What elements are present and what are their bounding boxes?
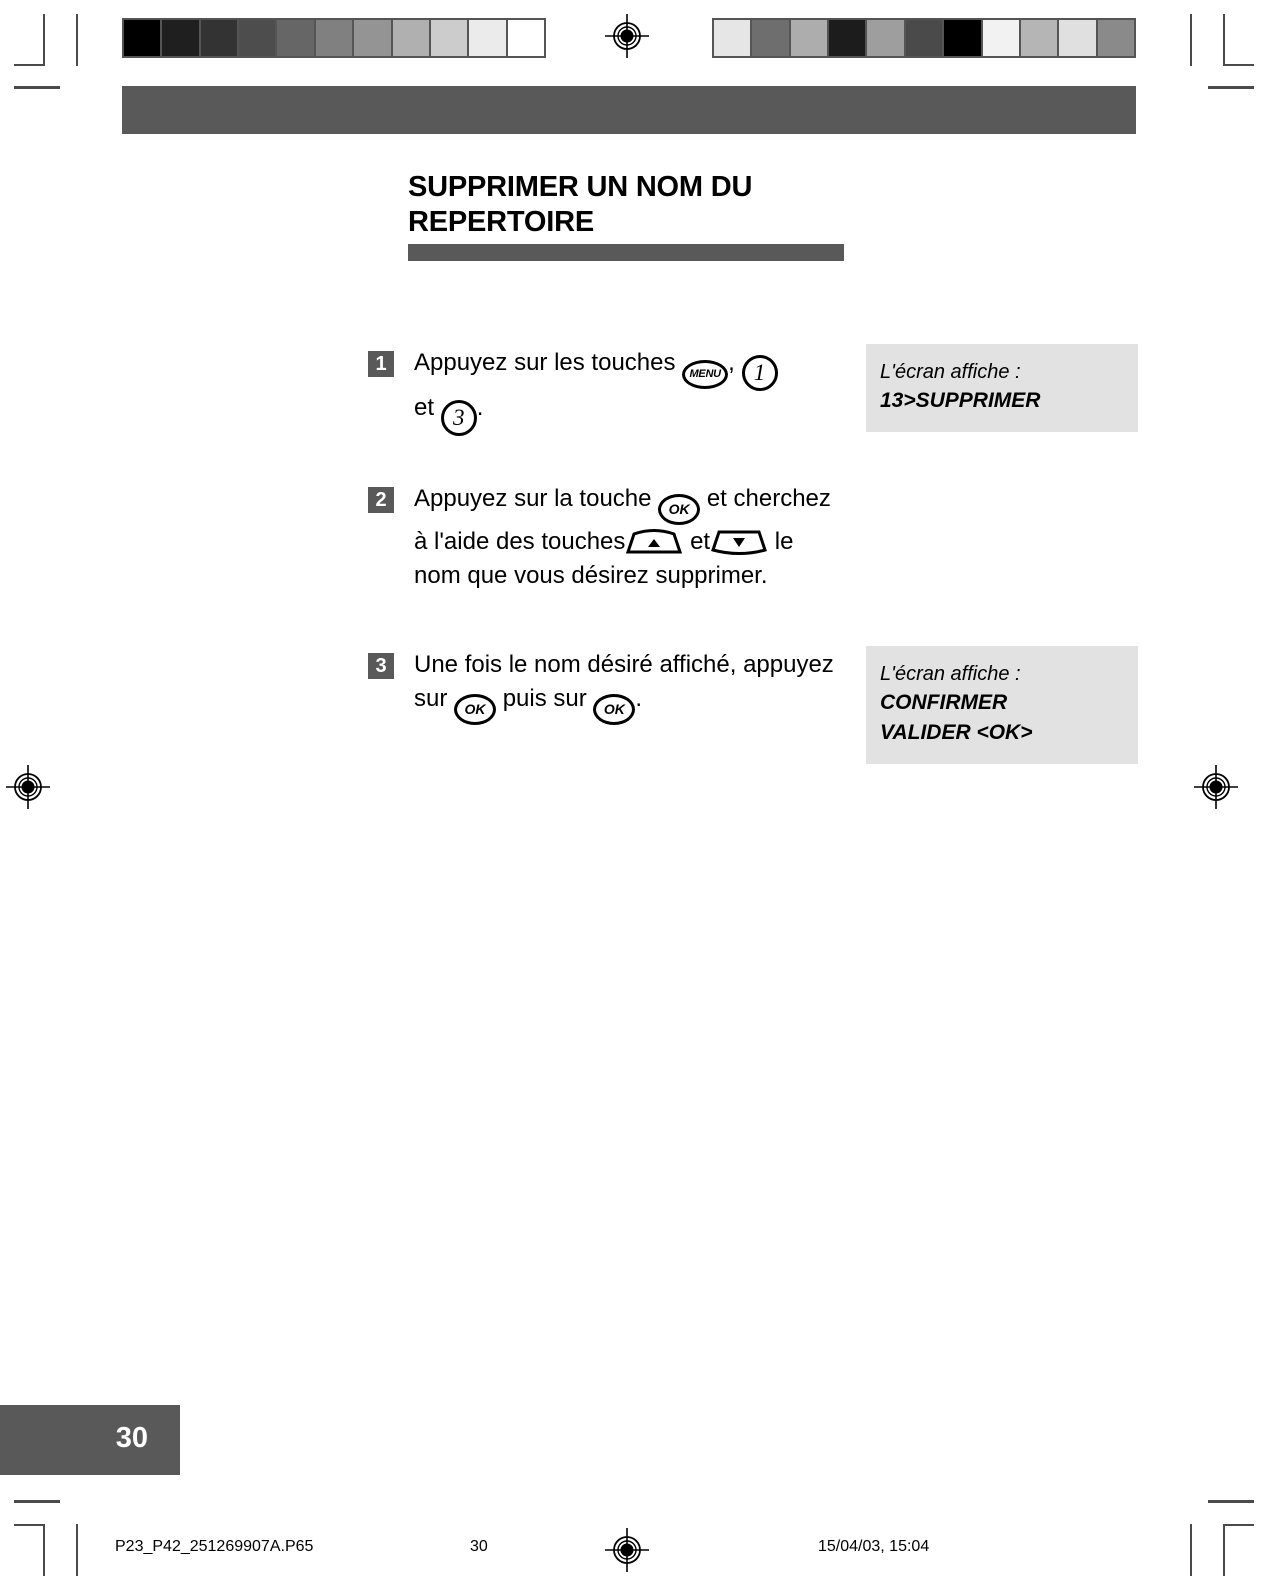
digit-3-key-label: 3 (452, 405, 465, 430)
step-1-text-after: . (476, 394, 484, 421)
note-2-value-line2: VALIDER <OK> (880, 721, 1033, 744)
menu-key-icon[interactable] (682, 360, 728, 389)
down-arrow-key-icon[interactable] (710, 528, 768, 556)
step-1-text (414, 346, 838, 436)
step-1-text-before: Appuyez sur les touches (414, 349, 676, 376)
note-2-value-line1: CONFIRMER (880, 691, 1008, 714)
page-title-line2: REPERTOIRE (408, 206, 595, 239)
step-1 (368, 346, 838, 436)
step-2-text-mid: et cherchez à l'aide des touches (414, 485, 831, 555)
page-title-line1: SUPPRIMER UN NOM DU (408, 171, 753, 203)
note-2-lead: L'écran affiche : (880, 663, 1021, 685)
step-2-text-after: le nom que vous désirez supprimer. (414, 528, 794, 589)
note-1-value-line1: 13>SUPPRIMER (880, 389, 1041, 412)
display-note-box-1 (866, 344, 1138, 432)
ok-key-icon[interactable] (658, 494, 700, 525)
step-1-number-badge: 1 (368, 351, 394, 377)
ok-key-label-first: OK (464, 701, 486, 717)
up-arrow-key-icon[interactable] (625, 528, 683, 556)
title-underline-rule (408, 244, 844, 261)
digit-3-key-icon[interactable] (441, 400, 477, 436)
step-3-text-after: . (635, 685, 643, 712)
ok-key-icon-first[interactable] (454, 694, 496, 725)
step-2 (368, 482, 838, 593)
page-number: 30 (115, 1422, 148, 1454)
footer-filename: P23_P42_251269907A.P65 (115, 1538, 314, 1555)
display-note-box-2 (866, 646, 1138, 764)
ok-key-label-second: OK (603, 701, 625, 717)
step-1-separator: , (728, 349, 735, 376)
step-3-number-badge: 3 (368, 653, 394, 679)
footer-page-number: 30 (470, 1538, 488, 1555)
step-2-number-badge: 2 (368, 487, 394, 513)
digit-1-key-label: 1 (753, 360, 766, 385)
page-number-tab (0, 1405, 180, 1475)
step-1-text-mid: et (414, 394, 435, 421)
ok-key-label: OK (668, 501, 690, 517)
note-1-lead: L'écran affiche : (880, 361, 1021, 383)
menu-key-label: MENU (689, 368, 721, 380)
footer-datetime: 15/04/03, 15:04 (818, 1538, 930, 1555)
step-2-text (414, 482, 838, 593)
digit-1-key-icon[interactable] (742, 355, 778, 391)
step-3-text-before: Une fois le nom désiré affiché, appuyez sur (414, 651, 834, 712)
step-3-text (414, 648, 838, 725)
step-3-text-mid: puis sur (502, 685, 587, 712)
step-3 (368, 648, 838, 725)
page-title (408, 170, 838, 241)
step-2-text-mid2: et (690, 528, 711, 555)
step-2-text-before: Appuyez sur la touche (414, 485, 652, 512)
ok-key-icon-second[interactable] (593, 694, 635, 725)
